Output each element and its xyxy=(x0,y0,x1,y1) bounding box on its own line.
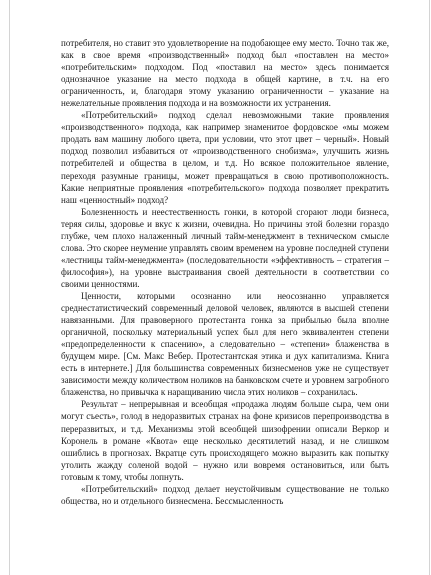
document-body xyxy=(61,37,389,507)
paragraph-3: Болезненность и неестественность гонки, в которой сгорают люди бизнеса, теряя силы, здоровье и вкус к жизни, очевидна. Но причины этой болезни гораздо глубже, чем плохо налаженный личный тайм-менеджмент в техническом смысле слова. Это скорее неумение управлять своим временем на уровне последней ступени «лестницы тайм-менеджмента» (последовательности «эффективность – стратегия – философия»), на уровне выстраивания своей деятельности в соответствии со своими ценностями. xyxy=(61,206,389,289)
paragraph-6: «Потребительский» подход делает неустойчивым существование не только общества, но и отдельного бизнесмена. Бессмысленность xyxy=(61,483,389,506)
paragraph-1: потребителя, но ставит это удовлетворение на подобающее ему место. Точно так же, как в свое время «производственный» подход был «поставлен на место» «потребительским» подходом. Под «поставил на место» здесь понимается однозначное указание на место подхода в общей картине, в т.ч. на его ограниченность, и, благодаря этому указанию ограниченности – указание на нежелательные проявления подхода и на возможности их устранения. xyxy=(61,38,389,109)
paragraph-2: «Потребительский» подход сделал невозможными такие проявления «производственного» подхода, как например знаменитое фордовское «мы можем продать вам машину любого цвета, при условии, что этот цвет – черный». Новый подход позволил избавиться от «производственного снобизма», улучшить жизнь потребителей и общества в целом, и т.д. Но всякое положительное явление, переходя разумные границы, может превращаться в свою противоположность. Какие неприятные проявления «потребительского» подхода позволяет прекратить наш «ценностный» подход? xyxy=(61,110,389,205)
paragraph-4: Ценности, которыми осознанно или неосознанно управляется среднестатистический современный деловой человек, являются в высшей степени навязанными. Для правоверного протестанта гонка за прибылью была вполне органичной, поскольку материальный успех был для него эквивалентен степени «предопределенности к спасению», а следовательно – «степени» блаженства в будущем мире. [См. Макс Вебер. Протестантская этика и дух капитализма. Книга есть в интернете.] Для большинства современных бизнесменов уже не существует зависимости между количеством ноликов на банковском счете и уровнем загробного блаженства, но привычка к наращиванию числа этих ноликов – сохранилась. xyxy=(61,290,389,398)
paragraph-5: Результат – непрерывная и всеобщая «продажа людям больше сыра, чем они могут съесть», голод в недоразвитых странах на фоне кризисов перепроизводства в переразвитых, и т.д. Механизмы этой всеобщей шизофрении описали Веркор и Коронель в романе «Квота» еще несколько десятилетий назад, и не слишком ошиблись в прогнозах. Вкратце суть происходящего можно выразить как попытку утолить жажду соленой водой – нужно или вовремя остановиться, или быть готовым к тому, чтобы лопнуть. xyxy=(61,399,389,482)
